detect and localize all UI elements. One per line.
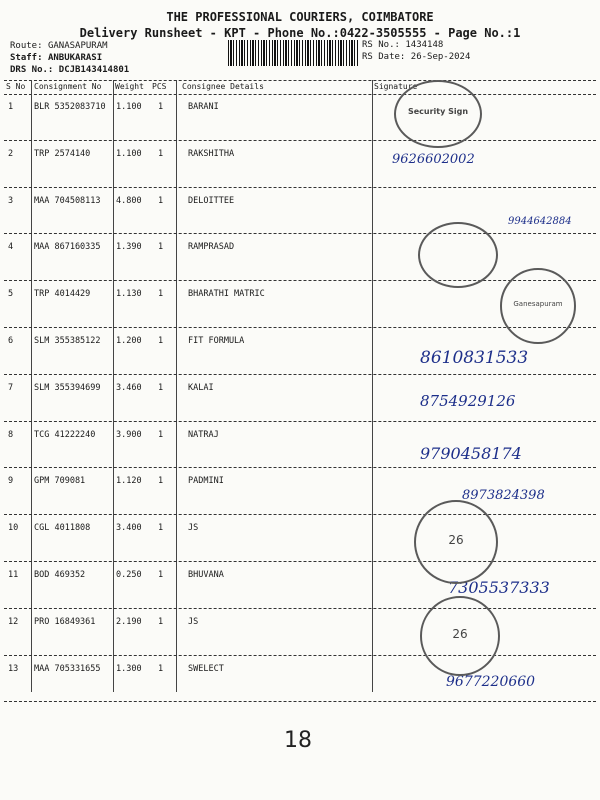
col-divider (372, 80, 373, 692)
row-divider (4, 701, 596, 702)
sig-mobile: 9626602002 (392, 152, 475, 167)
col-consignment: Consignment No (34, 82, 102, 91)
row-consignment-no: SLM 355394699 (34, 382, 101, 393)
row-weight: 1.390 (116, 242, 142, 253)
row-weight: 4.800 (116, 195, 142, 206)
handwritten-page-number: 18 (284, 728, 312, 753)
row-sno: 11 (8, 570, 19, 580)
row-consignee: NATRAJ (188, 429, 219, 440)
rs-no-line (362, 40, 443, 50)
row-divider (4, 280, 596, 281)
row-consignee: BHARATHI MATRIC (188, 289, 265, 300)
row-weight: 1.100 (116, 102, 142, 112)
row-sno: 6 (8, 336, 14, 346)
signature-row-3 (508, 216, 572, 227)
row-consignment-no: TRP 2574140 (34, 148, 91, 159)
round-stamp-4 (418, 222, 498, 288)
row-pcs: 1 (158, 148, 164, 159)
row-sno: 12 (8, 616, 19, 627)
row-consignment-no: PRO 16849361 (34, 616, 96, 627)
row-pcs: 1 (158, 523, 164, 534)
row-consignee: RAMPRASAD (188, 242, 235, 253)
row-pcs: 1 (158, 289, 164, 300)
sig-mobile: 7305537333 (448, 578, 550, 597)
signature-row-9 (462, 488, 545, 503)
row-weight: 1.200 (116, 336, 142, 346)
signature-row-7 (420, 392, 515, 410)
row-consignee: SWELECT (188, 663, 224, 674)
drs-value: DCJB143414801 (58, 65, 130, 75)
row-consignee: DELOITTEE (188, 195, 235, 206)
rs-no-value: 1434148 (405, 40, 444, 50)
col-weight: Weight (115, 82, 144, 91)
row-sno: 5 (8, 289, 14, 300)
col-pcs: PCS (152, 82, 167, 91)
row-consignment-no: BLR 5352083710 (34, 102, 106, 112)
row-consignment-no: SLM 355385122 (34, 336, 101, 346)
row-weight: 3.460 (116, 382, 142, 393)
header-bottom-rule (4, 94, 596, 95)
row-sno: 9 (8, 476, 14, 487)
row-divider (4, 187, 596, 188)
sig-mobile: 9677220660 (446, 674, 536, 690)
row-consignee: KALAI (188, 382, 214, 393)
drs-line (10, 65, 129, 75)
row-weight: 1.300 (116, 663, 142, 674)
row-weight: 0.250 (116, 570, 142, 580)
route-label: Route: (10, 41, 43, 51)
row-sno: 4 (8, 242, 14, 253)
staff-line (10, 53, 102, 63)
staff-value: ANBUKARASI (47, 53, 103, 63)
sig-mobile: 8610831533 (420, 348, 529, 368)
row-consignment-no: CGL 4011808 (34, 523, 91, 534)
col-signature: Signature (374, 82, 418, 91)
row-consignment-no: GPM 709081 (34, 476, 86, 487)
route-value: GANASAPURAM (47, 41, 108, 51)
runsheet-subtitle: Delivery Runsheet - KPT - Phone No.:0422-3505555 - Page No.:1 (79, 26, 521, 40)
row-weight: 1.120 (116, 476, 142, 487)
sig-mobile: 8754929126 (420, 392, 516, 410)
row-sno: 3 (8, 195, 14, 206)
rs-date-label: RS Date: (362, 52, 406, 62)
row-sno: 1 (8, 102, 14, 112)
staff-label: Staff: (10, 53, 43, 63)
row-divider (4, 421, 596, 422)
rs-date-line (362, 52, 470, 62)
row-pcs: 1 (158, 476, 164, 487)
row-pcs: 1 (158, 102, 164, 112)
row-consignment-no: BOD 469352 (34, 570, 86, 580)
school-stamp: Ganesapuram (500, 268, 576, 344)
sig-mobile: 9790458174 (420, 444, 522, 463)
date-stamp-12: 26 (420, 596, 500, 676)
sig-mobile: 9944642884 (508, 216, 572, 227)
row-weight: 1.100 (116, 148, 142, 159)
table-header (4, 80, 596, 94)
row-divider (4, 140, 596, 141)
row-sno: 8 (8, 429, 14, 440)
row-consignee: PADMINI (188, 476, 224, 487)
row-weight: 2.190 (116, 616, 142, 627)
row-divider (4, 655, 596, 656)
drs-label: DRS No.: (10, 65, 54, 75)
row-sno: 2 (8, 148, 14, 159)
col-divider (176, 80, 177, 692)
row-pcs: 1 (158, 336, 164, 346)
row-sno: 10 (8, 523, 19, 534)
col-divider (113, 80, 114, 692)
row-divider (4, 233, 596, 234)
route-line (10, 41, 108, 51)
row-consignment-no: TCG 41222240 (34, 429, 96, 440)
row-divider (4, 467, 596, 468)
signature-row-13 (446, 674, 535, 690)
signature-row-6 (420, 348, 528, 368)
sig-mobile: 8973824398 (462, 488, 545, 503)
row-pcs: 1 (158, 429, 164, 440)
row-pcs: 1 (158, 570, 164, 580)
row-pcs: 1 (158, 382, 164, 393)
signature-row-8 (420, 444, 522, 463)
rs-no-label: RS No.: (362, 40, 400, 50)
row-divider (4, 608, 596, 609)
col-divider (31, 80, 32, 692)
row-consignee: JS (188, 616, 199, 627)
row-consignee: BARANI (188, 102, 219, 112)
col-sno: S No (6, 82, 26, 91)
date-stamp-10: 26 (414, 500, 498, 584)
row-weight: 1.130 (116, 289, 142, 300)
row-weight: 3.900 (116, 429, 142, 440)
row-sno: 7 (8, 382, 14, 393)
row-divider (4, 514, 596, 515)
security-stamp-1: Security Sign (394, 80, 482, 148)
row-consignment-no: MAA 867160335 (34, 242, 101, 253)
signature-row-2 (392, 152, 475, 167)
row-consignee: FIT FORMULA (188, 336, 245, 346)
row-pcs: 1 (158, 242, 164, 253)
row-pcs: 1 (158, 616, 164, 627)
row-weight: 3.400 (116, 523, 142, 534)
row-consignee: BHUVANA (188, 570, 224, 580)
runsheet-title: THE PROFESSIONAL COURIERS, COIMBATORE (166, 10, 434, 24)
row-pcs: 1 (158, 195, 164, 206)
row-consignee: RAKSHITHA (188, 148, 235, 159)
row-consignment-no: MAA 705331655 (34, 663, 101, 674)
row-consignment-no: MAA 704508113 (34, 195, 101, 206)
row-divider (4, 374, 596, 375)
rs-date-value: 26-Sep-2024 (410, 52, 471, 62)
row-consignment-no: TRP 4014429 (34, 289, 91, 300)
row-consignee: JS (188, 523, 199, 534)
row-sno: 13 (8, 663, 19, 674)
row-divider (4, 561, 596, 562)
row-pcs: 1 (158, 663, 164, 674)
barcode (228, 40, 360, 66)
col-details: Consignee Details (182, 82, 264, 91)
